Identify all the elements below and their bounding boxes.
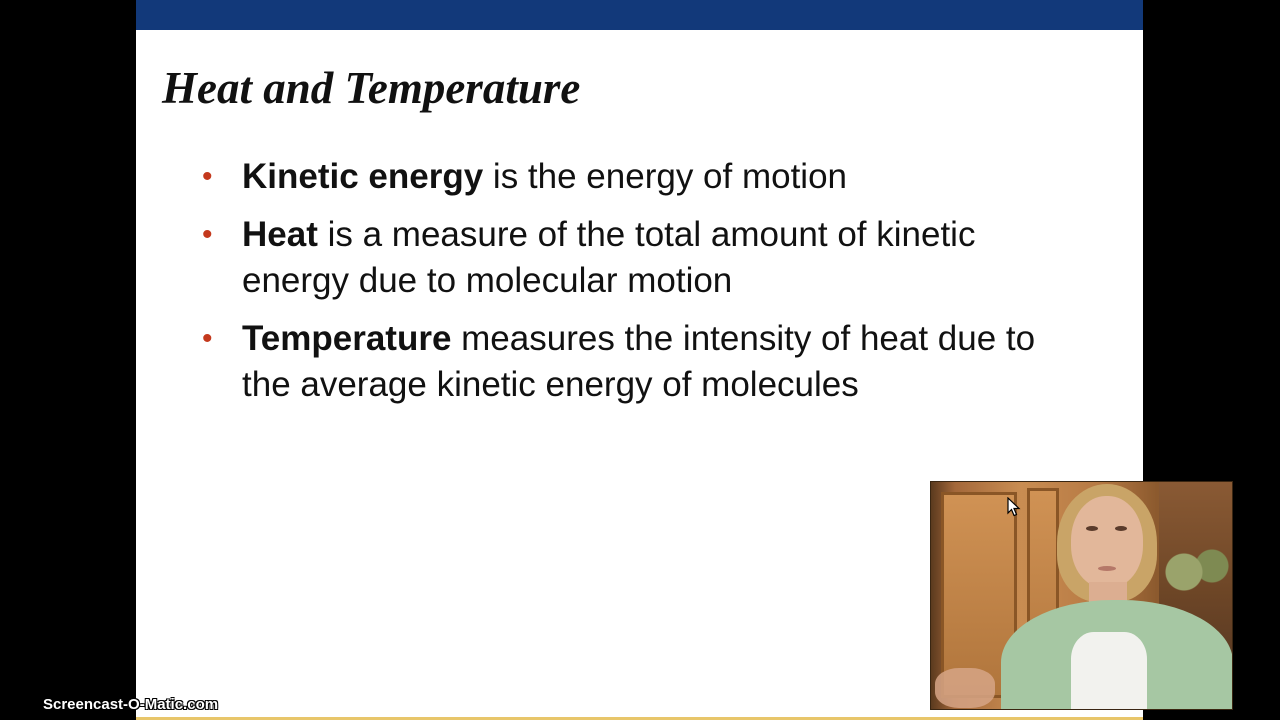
bullet-term: Heat bbox=[242, 215, 318, 254]
bullet-marker: • bbox=[202, 322, 213, 355]
screencast-watermark: Screencast-O-Matic.com bbox=[43, 696, 219, 713]
bullet-term: Kinetic energy bbox=[242, 157, 484, 196]
bullet-text: is the energy of motion bbox=[483, 157, 848, 196]
bullet-text: measures the intensity of heat due to the average kinetic energy of molecules bbox=[242, 319, 1036, 404]
bullet-text: is a measure of the total amount of kinetic energy due to molecular motion bbox=[242, 215, 976, 300]
presenter-shirt bbox=[1071, 632, 1147, 710]
slide-title: Heat and Temperature bbox=[162, 63, 581, 113]
presenter-hand bbox=[935, 668, 995, 708]
presenter bbox=[931, 482, 1232, 709]
bullet-item-temperature bbox=[202, 316, 1082, 408]
bullet-item-kinetic-energy bbox=[202, 154, 1082, 200]
bullet-item-heat bbox=[202, 212, 1082, 304]
slide-header-bar bbox=[136, 0, 1143, 30]
presenter-eye bbox=[1086, 526, 1098, 531]
presenter-mouth bbox=[1098, 566, 1116, 571]
bullet-term: Temperature bbox=[242, 319, 452, 358]
bullet-marker: • bbox=[202, 160, 213, 193]
bullet-marker: • bbox=[202, 218, 213, 251]
presenter-eye bbox=[1115, 526, 1127, 531]
presenter-face bbox=[1071, 496, 1143, 588]
mouse-pointer-icon bbox=[1007, 497, 1021, 517]
bullet-list bbox=[202, 154, 1082, 420]
webcam-overlay bbox=[930, 481, 1233, 710]
